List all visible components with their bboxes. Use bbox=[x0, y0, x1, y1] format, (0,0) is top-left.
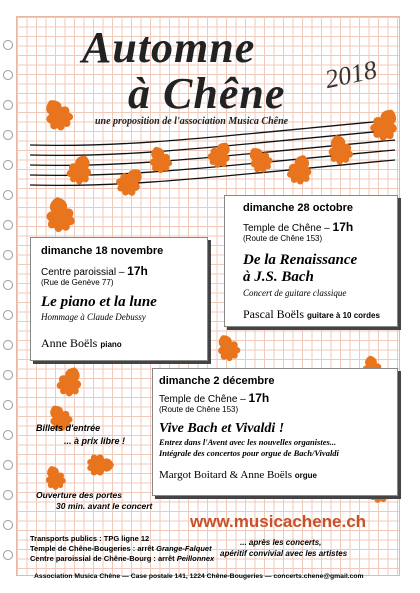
concert-address: (Route de Chêne 153) bbox=[243, 234, 323, 243]
performer-name: Margot Boitard & Anne Boëls bbox=[159, 469, 293, 481]
oak-leaf-icon bbox=[205, 138, 236, 172]
venue-name: Temple de Chêne bbox=[243, 223, 322, 234]
concert-performer bbox=[159, 469, 317, 481]
doors-line2: 30 min. avant le concert bbox=[56, 501, 153, 511]
concert-venue: Temple de Chêne – 17h bbox=[243, 220, 354, 234]
oak-leaf-icon bbox=[54, 364, 86, 400]
venue-name: Centre paroissial bbox=[41, 267, 117, 278]
performer-instrument: orgue bbox=[294, 471, 317, 480]
oak-leaf-icon bbox=[243, 143, 275, 177]
oak-leaf-icon bbox=[112, 163, 149, 200]
transport-stop-name: Peillonnex bbox=[176, 554, 215, 563]
transport-stop-label: Temple de Chêne-Bougeries : arrêt bbox=[30, 544, 157, 553]
venue-name: Temple de Chêne bbox=[159, 394, 238, 405]
concert-box-october bbox=[224, 195, 398, 327]
oak-leaf-icon bbox=[145, 143, 174, 175]
oak-leaf-icon bbox=[285, 152, 315, 186]
concert-subtitle: Concert de guitare classique bbox=[243, 288, 347, 298]
concert-performer bbox=[41, 336, 122, 351]
concert-day: dimanche 2 décembre bbox=[159, 375, 275, 387]
concert-address: (Route de Chêne 153) bbox=[159, 405, 239, 414]
concert-time: 17h bbox=[248, 391, 270, 405]
concert-title-line2: à J.S. Bach bbox=[243, 269, 314, 285]
performer-name: Pascal Boëls bbox=[243, 307, 304, 321]
doors-line1: Ouverture des portes bbox=[36, 490, 122, 500]
concert-title: Vive Bach et Vivaldi ! bbox=[159, 421, 285, 436]
after-line2: apéritif convivial avec les artistes bbox=[220, 549, 348, 558]
concert-subtitle-line2: Intégrale des concertos pour orgue de Bach/Vivaldi bbox=[159, 448, 339, 458]
transport-line1: Transports publics : TPG ligne 12 bbox=[30, 534, 150, 543]
website-link[interactable]: www.musicachene.ch bbox=[190, 512, 367, 531]
subtitle: une proposition de l'association Musica Chêne bbox=[95, 116, 289, 127]
concert-subtitle-line1: Entrez dans l'Avent avec les nouvelles organistes... bbox=[159, 437, 337, 447]
oak-leaf-icon bbox=[87, 455, 114, 476]
concert-box-november bbox=[30, 237, 208, 361]
title-line2: à Chêne bbox=[128, 69, 286, 118]
oak-leaf-icon bbox=[39, 94, 77, 134]
concert-day: dimanche 18 novembre bbox=[41, 245, 164, 257]
concert-time: 17h bbox=[127, 264, 148, 278]
transport-line2 bbox=[30, 544, 212, 553]
oak-leaf-icon bbox=[367, 104, 403, 144]
tickets-line1: Billets d'entrée bbox=[36, 423, 101, 433]
concert-time: 17h bbox=[332, 220, 354, 234]
oak-leaf-icon bbox=[42, 463, 68, 492]
concert-title-line1: De la Renaissance bbox=[243, 252, 358, 268]
tickets-line2: ... à prix libre ! bbox=[64, 436, 126, 446]
transport-line3 bbox=[30, 554, 214, 563]
transport-stop-label: Centre paroissial de Chêne-Bourg : arrêt bbox=[30, 554, 177, 563]
concert-day: dimanche 28 octobre bbox=[243, 202, 354, 214]
oak-leaf-icon bbox=[64, 152, 96, 188]
performer-instrument: guitare à 10 cordes bbox=[307, 311, 380, 320]
concert-venue: Centre paroissial – 17h bbox=[41, 264, 148, 278]
concert-title: Le piano et la lune bbox=[41, 294, 157, 310]
after-line1: ... après les concerts, bbox=[240, 538, 322, 547]
concert-box-december bbox=[152, 368, 398, 496]
concert-venue: Temple de Chêne – 17h bbox=[159, 391, 270, 405]
performer-name: Anne Boëls bbox=[41, 336, 98, 350]
performer-instrument: piano bbox=[100, 340, 122, 349]
transport-stop-name: Grange-Falquet bbox=[156, 544, 212, 553]
concert-performer bbox=[243, 307, 380, 322]
oak-leaf-icon bbox=[43, 195, 76, 234]
year: 2018 bbox=[322, 54, 380, 95]
title-line1: Automne bbox=[82, 23, 256, 72]
concert-address: (Rue de Genève 77) bbox=[41, 278, 114, 287]
footer: Association Musica Chêne — Case postale 141, 1224 Chêne-Bougeries — concerts.chene@gmail.com bbox=[34, 573, 364, 580]
concert-subtitle: Hommage à Claude Debussy bbox=[41, 312, 146, 322]
oak-leaf-icon bbox=[213, 331, 243, 364]
oak-leaf-icon bbox=[325, 132, 355, 166]
